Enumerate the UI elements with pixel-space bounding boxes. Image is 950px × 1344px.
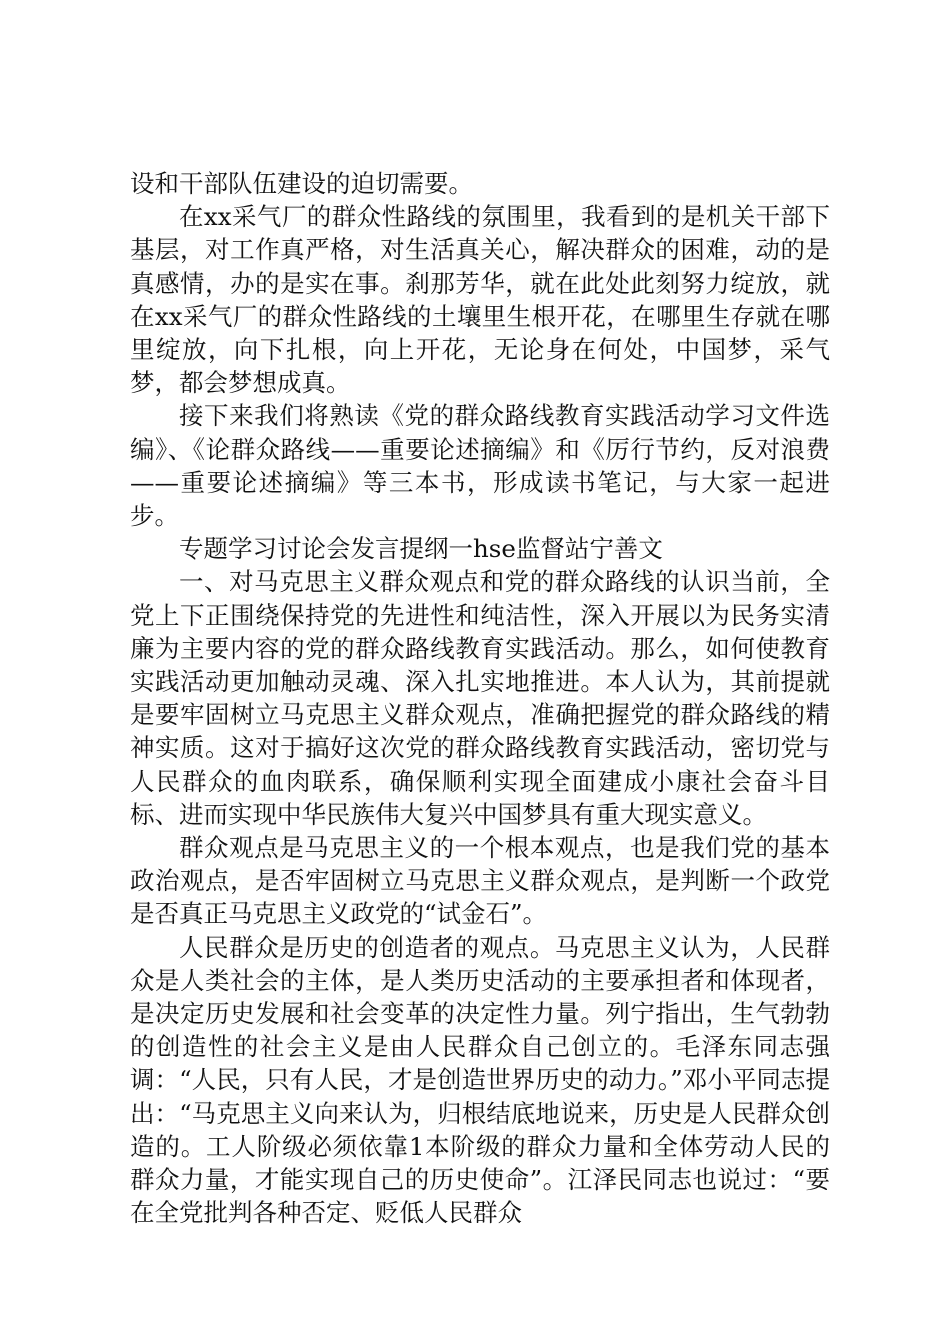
- paragraph-continued: 设和干部队伍建设的迫切需要。: [130, 169, 473, 198]
- paragraph-reading-plan: 接下来我们将熟读《党的群众路线教育实践活动学习文件选编》、《论群众路线——重要论述摘编》和《厉行节约，反对浪费——重要论述摘编》等三本书，形成读书笔记，与大家一起进步。: [130, 401, 830, 531]
- paragraph-history-creators: 人民群众是历史的创造者的观点。马克思主义认为，人民群众是人类社会的主体，是人类历史活动的主要承担者和体现者，是决定历史发展和社会变革的决定性力量。列宁指出，生气勃勃的创造性的社会主义是由人民群众自己创立的。毛泽东同志强调：“人民，只有人民，才是创造世界历史的动力。”邓小平同志提出：“马克思主义向来认为，归根结底地说来，历史是人民群众创造的。工人阶级必须依靠1本阶级的群众力量和全体劳动人民的群众力量，才能实现自己的历史使命”。江泽民同志也说过：“要在全党批判各种否定、贬低人民群众: [130, 932, 830, 1228]
- document-body: [130, 167, 830, 1230]
- paragraph-section-one: 一、对马克思主义群众观点和党的群众路线的认识当前，全党上下正围绕保持党的先进性和纯洁性，深入开展以为民务实清廉为主要内容的党的群众路线教育实践活动。那么，如何使教育实践活动更加触动灵魂、深入扎实地推进。本人认为，其前提就是要牢固树立马克思主义群众观点，准确把握党的群众路线的精神实质。这对于搞好这次党的群众路线教育实践活动，密切党与人民群众的血肉联系，确保顺利实现全面建成小康社会奋斗目标、进而实现中华民族伟大复兴中国梦具有重大现实意义。: [130, 567, 830, 829]
- section-heading-outline: 专题学习讨论会发言提纲一hse监督站宁善文: [179, 534, 663, 564]
- paragraph-xx-gas-plant: 在xx采气厂的群众性路线的氛围里，我看到的是机关干部下基层，对工作真严格，对生活真关心，解决群众的困难，动的是真感情，办的是实在事。刹那芳华，就在此处此刻努力绽放，就在xx采气厂的群众性路线的土壤里生根开花，在哪里生存就在哪里绽放，向下扎根，向上开花，无论身在何处，中国梦，采气梦，都会梦想成真。: [130, 202, 830, 398]
- paragraph-mass-viewpoint: 群众观点是马克思主义的一个根本观点，也是我们党的基本政治观点，是否牢固树立马克思主义群众观点，是判断一个政党是否真正马克思主义政党的“试金石”。: [130, 833, 830, 929]
